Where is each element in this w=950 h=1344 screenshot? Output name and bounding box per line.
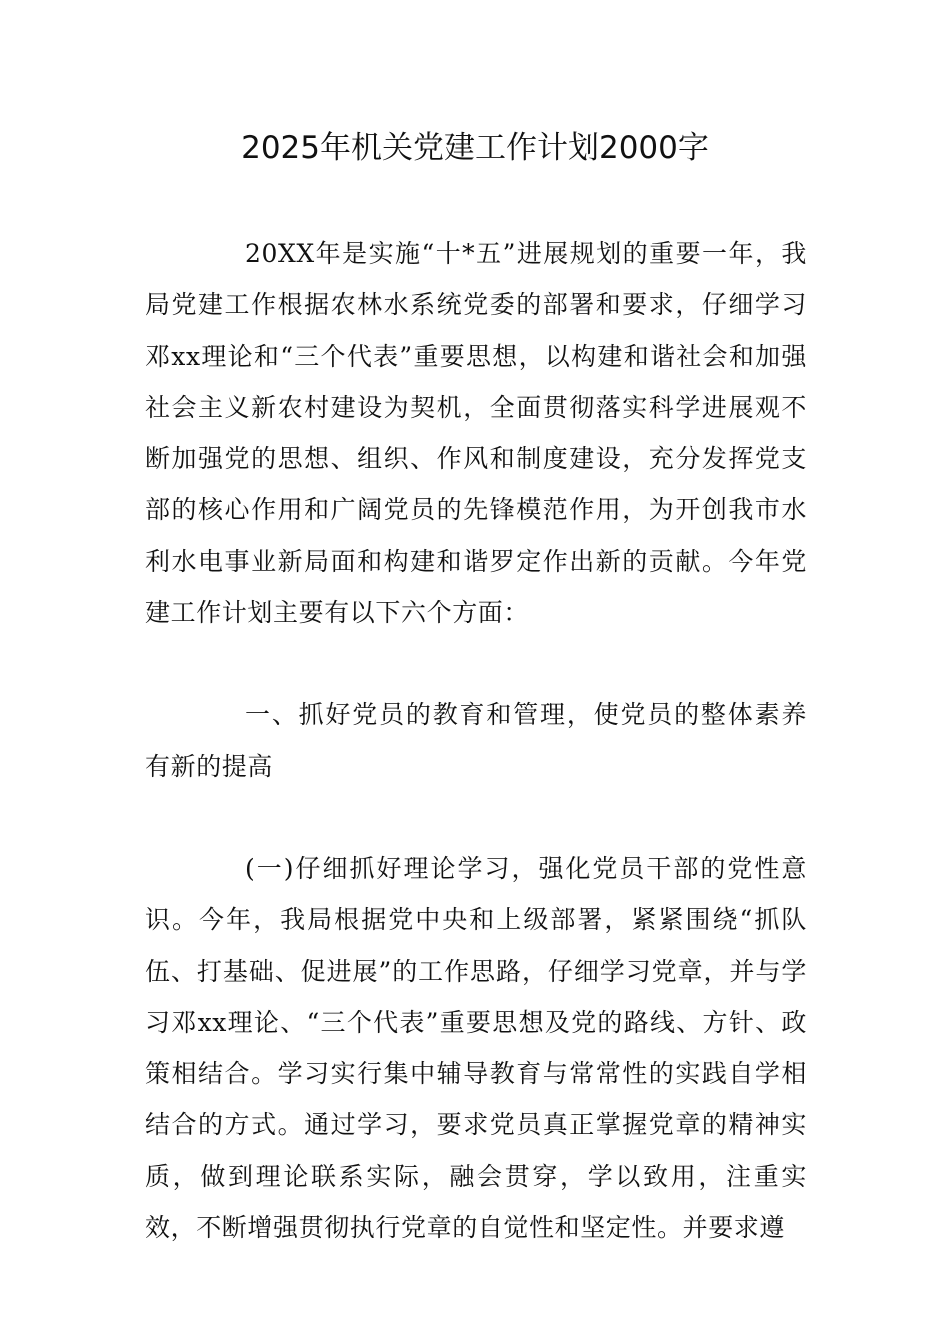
subsection-paragraph: (一)仔细抓好理论学习，强化党员干部的党性意识。今年，我局根据党中央和上级部署，紧紧围绕“抓队伍、打基础、促进展”的工作思路，仔细学习党章，并与学习邓xx理论、“三个代表”重要思想及党的路线、方针、政策相结合。学习实行集中辅导教育与常常性的实践自学相结合的方式。通过学习，要求党员真正掌握党章的精神实质，做到理论联系实际，融会贯穿，学以致用，注重实效，不断增强贯彻执行党章的自觉性和坚定性。并要求遵 [145, 853, 807, 1243]
document-body [145, 228, 807, 1253]
document-title: 2025年机关党建工作计划2000字 [241, 130, 709, 166]
section-heading: 一、抓好党员的教育和管理，使党员的整体素养有新的提高 [145, 700, 807, 781]
intro-paragraph: 20XX年是实施“十*五”进展规划的重要一年，我局党建工作根据农林水系统党委的部署和要求，仔细学习邓xx理论和“三个代表”重要思想，以构建和谐社会和加强社会主义新农村建设为契机，全面贯彻落实科学进展观不断加强党的思想、组织、作风和制度建设，充分发挥党支部的核心作用和广阔党员的先锋模范作用，为开创我市水利水电事业新局面和构建和谐罗定作出新的贡献。今年党建工作计划主要有以下六个方面： [145, 239, 807, 628]
